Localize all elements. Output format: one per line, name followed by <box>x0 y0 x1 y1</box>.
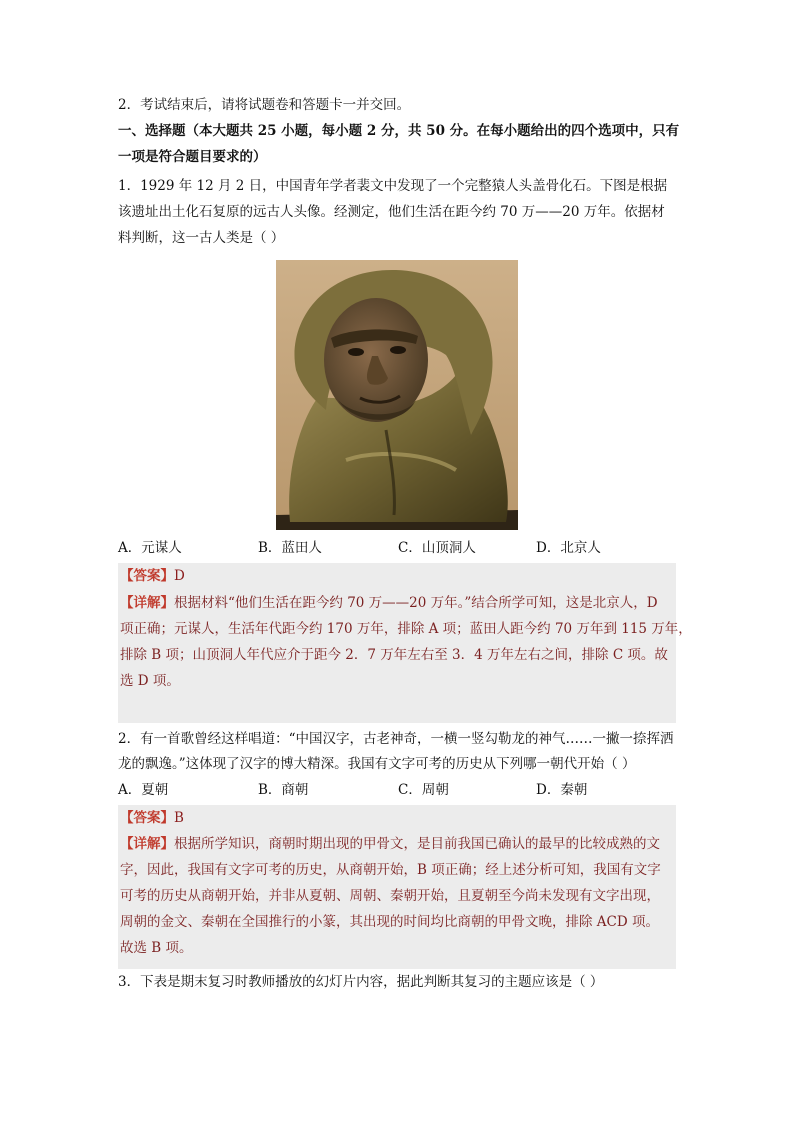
q2-option-c: C．周朝 <box>398 782 449 798</box>
q2-option-a: A．夏朝 <box>118 782 169 798</box>
q1-option-c: C．山顶洞人 <box>398 540 476 556</box>
q1-answer-block <box>118 563 692 723</box>
peking-man-bust-image <box>276 260 518 530</box>
q2-answer: B <box>174 810 184 826</box>
q2-detail-line2: 字，因此，我国有文字可考的历史，从商朝开始，B 项正确；经上述分析可知，我国有文字 <box>120 862 661 878</box>
q2-detail-line3: 可考的历史从商朝开始，并非从夏朝、周朝、秦朝开始，且夏朝至今尚未发现有文字出现， <box>120 888 660 904</box>
q1-option-a: A．元谋人 <box>118 540 182 556</box>
q1-answer-line <box>120 563 680 589</box>
q2-answer-block <box>118 805 676 969</box>
section-heading-line2: 一项是符合题目要求的） <box>118 149 267 165</box>
section-heading-line1: 一、选择题（本大题共 25 小题，每小题 2 分，共 50 分。在每小题给出的四个选项中，只有 <box>118 123 680 139</box>
q2-stem-line1: 2．有一首歌曾经这样唱道：“中国汉字，古老神奇，一横一竖勾勒龙的神气……一撇一捺挥洒 <box>118 731 674 747</box>
q1-detail-line2: 项正确；元谋人，生活年代距今约 170 万年，排除 A 项；蓝田人距今约 70 万年到 115 万年， <box>120 621 692 637</box>
q2-stem-line2: 龙的飘逸。”这体现了汉字的博大精深。我国有文字可考的历史从下列哪一朝代开始（ ） <box>118 756 636 772</box>
exam-note: 2．考试结束后，请将试题卷和答题卡一并交回。 <box>118 97 411 113</box>
q1-stem-line3: 料判断，这一古人类是（ ） <box>118 230 285 246</box>
q2-detail-line5: 故选 B 项。 <box>120 940 193 956</box>
q1-detail-line3: 排除 B 项；山顶洞人年代应介于距今 2．7 万年左右至 3．4 万年左右之间，排除 C 项。故 <box>120 647 668 663</box>
q1-answer: D <box>174 568 185 584</box>
answer-tag: 【答案】 <box>120 568 174 584</box>
answer-tag: 【答案】 <box>120 810 174 826</box>
q2-option-b: B．商朝 <box>258 782 309 798</box>
q2-answer-line <box>120 805 680 831</box>
q1-stem-line2: 该遗址出土化石复原的远古人头像。经测定，他们生活在距今约 70 万——20 万年。依据材 <box>118 204 665 220</box>
q2-option-d: D．秦朝 <box>536 782 588 798</box>
q1-option-b: B．蓝田人 <box>258 540 322 556</box>
q3-stem-line1: 3．下表是期末复习时教师播放的幻灯片内容，据此判断其复习的主题应该是（ ） <box>118 974 604 990</box>
q2-detail-line4: 周朝的金文、秦朝在全国推行的小篆，其出现的时间均比商朝的甲骨文晚，排除 ACD 项。 <box>120 914 659 930</box>
q2-detail-line1: 【详解】根据所学知识，商朝时期出现的甲骨文，是目前我国已确认的最早的比较成熟的文 <box>120 836 660 852</box>
detail-tag: 【详解】 <box>120 595 174 611</box>
q1-option-d: D．北京人 <box>536 540 601 556</box>
detail-tag: 【详解】 <box>120 836 174 852</box>
q1-detail-line4: 选 D 项。 <box>120 673 180 689</box>
q1-detail-line1: 【详解】根据材料“他们生活在距今约 70 万——20 万年。”结合所学可知，这是北京人，D <box>120 595 658 611</box>
q1-stem-line1: 1．1929 年 12 月 2 日，中国青年学者裴文中发现了一个完整猿人头盖骨化石。下图是根据 <box>118 178 668 194</box>
